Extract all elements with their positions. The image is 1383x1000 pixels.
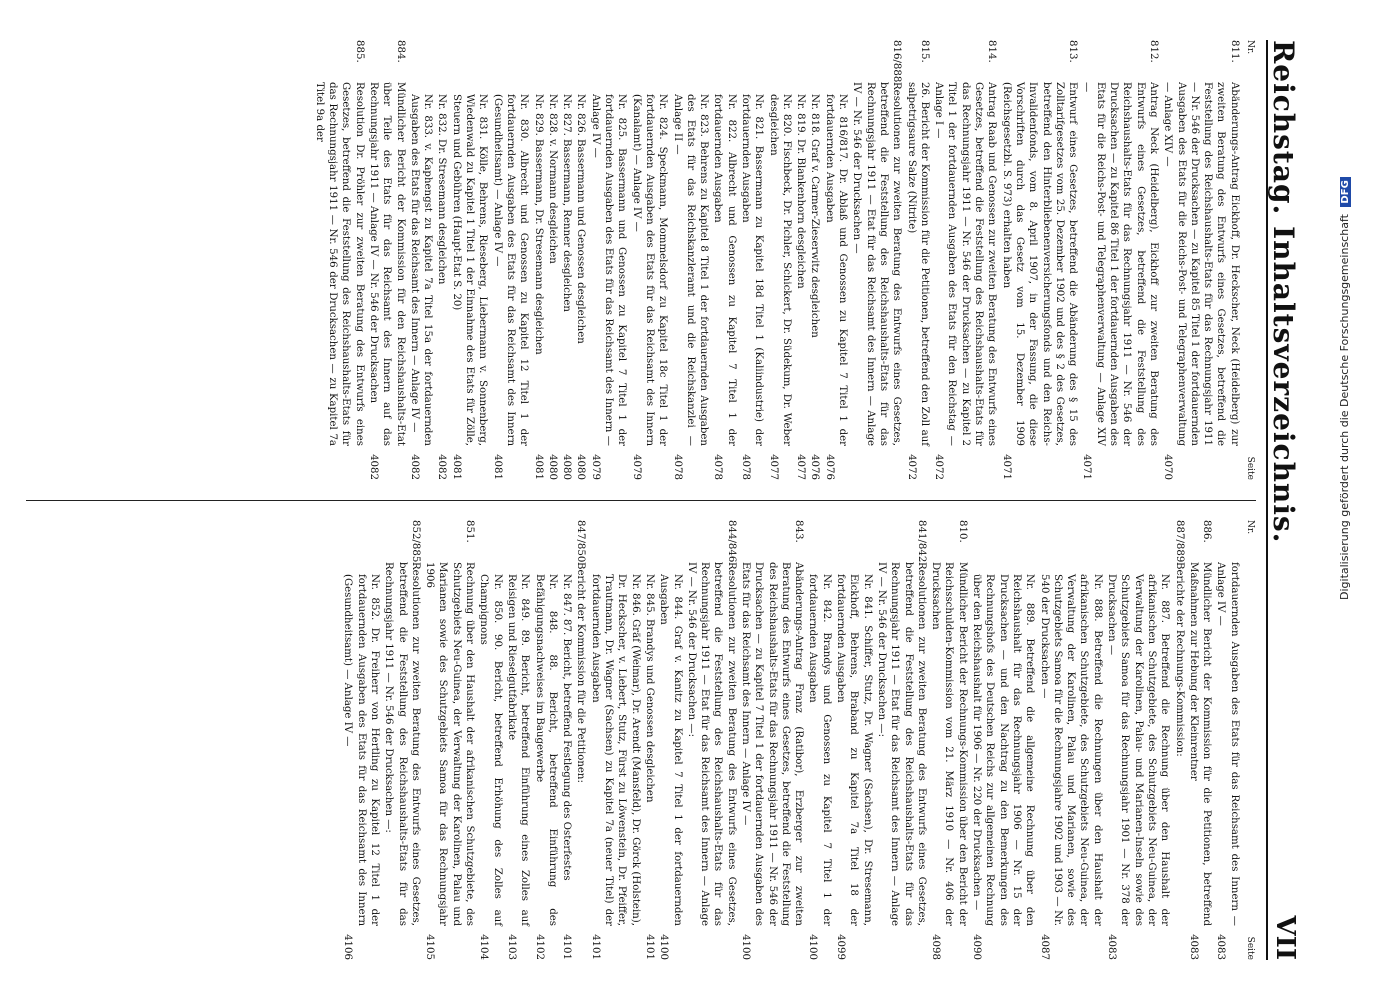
subentry-text: Nr. 850. 90. Bericht, betreffend Erhöhung des Zolles auf Champignons: [478, 574, 503, 926]
subentry-page: 4083: [1106, 934, 1118, 960]
subentry-page: 4101: [589, 934, 601, 960]
entry-number: 885.: [353, 40, 365, 63]
entry-text: Entwurf eines Gesetzes, betreffend die Abänderung des § 15 des Zolltarifgesetzes vom 25. Dezember 1902 und des § 2 des Gesetzes, betreffend den Hinterbliebenenversicherungsfonds und den Reichs-Invalidenfonds, vom 8. April 1907, in der Fassung, die diese Vorschriften durch das Gesetz vom 15. Dezember 1909 (Reichsgesetzbl. S. 973) erhalten haben: [1000, 82, 1079, 446]
entry-number: 810.: [956, 520, 968, 543]
entry-text: Abänderungs-Antrag Eickhoff, Dr. Heckscher, Neck (Heidelberg) zur zweiten Beratung des Entwurfs eines Gesetzes, betreffend die Feststellung des Reichshaushalts-Etats für das Rechnungsjahr 1911 — Nr. 546 der Drucksachen — zu Kapitel 85 Titel 1 der fortdauernden Ausgaben des Etats für die Reichs-Post- und Telegraphenverwaltung — Anlage XIV —: [1162, 82, 1240, 446]
subentry-page: 4080: [575, 454, 587, 480]
subentry-page: 4102: [533, 934, 545, 960]
subentry-text: Nr. 832. Dr. Stresemann desgleichen: [436, 94, 448, 285]
toc-subentry: [670, 40, 710, 480]
subentry-text: Nr. 823. Behrens zu Kapitel 8 Titel 1 der fortdauernden Ausgaben des Etats für das Reichskanzleramt und die Reichskanzlei — Anlage II —: [671, 94, 710, 446]
toc-subentry: [1105, 520, 1171, 960]
toc-subentry: [806, 520, 833, 960]
entry-number: 816/888.: [891, 40, 903, 86]
num-head: Nr.: [1245, 520, 1255, 535]
entry-page: 4100: [740, 934, 752, 960]
toc-subentry: [657, 520, 684, 960]
column-head: [1243, 520, 1256, 960]
entry-page: 4083: [1215, 934, 1227, 960]
toc-subentry: [1037, 520, 1103, 960]
subentry-page: 4087: [1038, 934, 1050, 960]
toc-entry: [313, 40, 366, 480]
entry-number: 814.: [986, 40, 998, 63]
entry-page: 4082: [368, 454, 379, 480]
subentry-text: Nr. 820. Fischbeck, Dr. Pichler, Schickert, Dr. Südekum, Dr. Weber desgleichen: [767, 94, 792, 446]
header-title: Reichstag. Inhaltsverzeichnis.: [1267, 40, 1300, 544]
entry-number: 847/850.: [575, 520, 587, 566]
subentry-text: Nr. 829. Bassermann, Dr. Stresemann desgleichen: [532, 94, 544, 355]
subentry-page: 4101: [561, 934, 573, 960]
subentry-text: Nr. 828. v. Normann desgleichen: [546, 94, 558, 264]
subentry-page: 4076: [823, 454, 835, 480]
toc-entry: [1214, 520, 1241, 960]
toc-entry: [367, 40, 407, 480]
page-head: Seite: [1245, 936, 1255, 960]
toc-subentry: [532, 520, 559, 960]
subentry-text: Nr. 852. Dr. Freiherr von Hertling zu Kapitel 12 Titel 1 der fortdauernden Ausgaben des Etats für das Reichsamt des Innern (Gesundheitsamt) — Anlage IV —: [342, 574, 380, 926]
entry-number: 813.: [1067, 40, 1079, 63]
toc-subentry: [560, 40, 573, 480]
subentry-page: 4081: [532, 454, 544, 480]
entry-page: 4071: [1000, 454, 1012, 480]
toc-subentry: [408, 40, 435, 480]
subentry-text: Nr. 848. 88. Bericht, betreffend Einführung des Befähigungsnachweises im Baugewerbe: [533, 574, 558, 926]
toc-entry: [850, 40, 903, 480]
toc-entry: [423, 520, 476, 960]
subentry-text: Nr. 846. Gräf (Weimar), Dr. Arendt (Mansfeld), Dr. Görck (Holstein), Dr. Heckscher, v. Liebert, Stutz, Fürst zu Löwenstein, Dr. Pfeiffer, Trautmann, Dr. Wagner (Sachsen) zu Kapitel 7a (neuer Titel) der fortdauernden Ausgaben: [589, 574, 641, 926]
subentry-page: 4081: [491, 454, 503, 480]
column-head: [1243, 40, 1256, 480]
toc-subentry: [766, 40, 793, 480]
subentry-text: Nr. 822. Albrecht und Genossen zu Kapitel 7 Titel 1 der fortdauernden Ausgaben: [712, 94, 737, 446]
entry-text: Mündlicher Bericht der Kommission für den Reichshaushalts-Etat über Teile des Etats für das Reichsamt des Innern auf das Rechnungsjahr 1911 — Anlage IV — Nr. 546 der Drucksachen: [368, 82, 406, 446]
entry-text: Resolutionen zur zweiten Beratung des Entwurfs eines Gesetzes, betreffend die Feststellung des Reichshaushalts-Etats für das Rechnungsjahr 1911 — Etat für das Reichsamt des Innern — Anlage IV — Nr. 546 der Drucksachen —: [851, 82, 903, 446]
toc-subentry: [531, 40, 544, 480]
toc-entry: [904, 40, 931, 480]
toc-subentry: [560, 520, 573, 960]
toc-subentry: [643, 520, 656, 960]
subentry-text: Nr. 842. Brandys und Genossen zu Kapitel 7 Titel 1 der fortdauernden Ausgaben: [807, 574, 832, 926]
toc-entry: [1172, 520, 1185, 960]
entry-page: 4072: [905, 454, 917, 480]
subentry-page: 4077: [795, 454, 807, 480]
toc-entry: [932, 40, 998, 480]
subentry-text: Nr. 889. Betreffend die allgemeine Rechnung über den Reichshaushalt für das Rechnungsjahr 1906 — Nr. 15 der Drucksachen — und den Nachtrag zu den Bemerkungen des Rechnungshofs des Deutschen Reichs zur allgemeinen Rechnung über den Reichshaushalt für 1906 — Nr. 220 der Drucksachen —: [971, 574, 1036, 926]
toc-subentry: [739, 40, 766, 480]
entry-number: 812.: [1147, 40, 1159, 63]
subentry-text: Nr. 824. Speckmann, Mommelsdorf zu Kapitel 18c Titel 1 der fortdauernden Ausgaben des Etats für das Reichsamt des Innern (Kanalamt) — Anlage IV —: [630, 94, 669, 446]
entry-number: 841/842.: [915, 520, 927, 566]
entry-page: 4098: [930, 934, 942, 960]
entry-number: [1214, 520, 1241, 562]
subentry-page: 4077: [767, 454, 779, 480]
entry-text: Antrag Raab und Genossen zur zweiten Beratung des Entwurfs eines Gesetzes, betreffend die Feststellung des Reichshaushalts-Etats für das Rechnungsjahr 1911 — Nr. 546 der Drucksachen — zu Kapitel 2 Titel 1 der fortdauernden Ausgaben des Etats für den Reichstag — Anlage I —: [933, 82, 998, 446]
toc-subentry: [711, 40, 738, 480]
toc-entry: [1080, 40, 1160, 480]
entry-number: 887/889.: [1173, 520, 1185, 566]
subentry-text: Nr. 818. Graf v. Carmer-Zieserwitz desgleichen: [809, 94, 821, 338]
page-head: Seite: [1245, 456, 1255, 480]
toc-subentry: [834, 520, 874, 960]
subentry-page: 4076: [809, 454, 821, 480]
subentry-text: Nr. 827. Bassermann, Renner desgleichen: [561, 94, 573, 312]
entry-number: 843.: [793, 520, 805, 543]
toc-subentry: [794, 40, 807, 480]
column-divider: [26, 500, 1256, 501]
subentry-page: 4101: [643, 934, 655, 960]
left-column: [26, 40, 1256, 480]
entry-number: 886.: [1201, 520, 1213, 543]
entry-number: 844/846.: [725, 520, 737, 566]
subentry-text: Nr. 830. Albrecht und Genossen zu Kapitel 12 Titel 1 der fortdauernden Ausgaben des Etats für das Reichsamt des Innern (Gesundheitsamt) — Anlage IV —: [491, 94, 530, 446]
toc-subentry: [546, 40, 559, 480]
subentry-text: Nr. 816/817. Dr. Ablaß und Genossen zu Kapitel 7 Titel 1 der fortdauernden Ausgaben: [823, 94, 849, 446]
subentry-page: 4079: [630, 454, 642, 480]
entry-page: 4071: [1081, 454, 1093, 480]
subentry-text: Nr. 826. Bassermann und Genossen desgleichen: [575, 94, 587, 344]
toc-subentry: [588, 520, 641, 960]
entry-number: 851.: [464, 520, 476, 543]
entry-text: Resolutionen zur zweiten Beratung des Entwurfs eines Gesetzes, betreffend die Feststellung des Reichshaushalts-Etats für das Rechnungsjahr 1911 — Nr. 546 der Drucksachen —:: [383, 562, 421, 926]
entry-page: 4083: [1187, 934, 1199, 960]
toc-subentry: [341, 520, 381, 960]
toc-entry: [1161, 40, 1241, 480]
subentry-text: Nr. 831. Kölle, Behrens, Rieseberg, Liebermann v. Sonnenberg, Wiedenwald zu Kapitel 1 Titel 1 der Einnahme des Etats für Zölle, Steuern und Gebühren (Haupt-Etat S. 20): [450, 94, 489, 446]
entry-number: 815.: [918, 40, 930, 63]
entry-text: Bericht der Kommission für die Petitionen:: [575, 562, 587, 783]
subentry-page: 4078: [671, 454, 683, 480]
toc-subentry: [588, 40, 628, 480]
toc-subentry: [477, 520, 504, 960]
entry-text: Resolutionen zur zweiten Beratung des Entwurfs eines Gesetzes, betreffend die Feststellung des Reichshaushalts-Etats für das Rechnungsjahr 1911 — Etat für das Reichsamt des Innern — Anlage IV — Nr. 546 der Drucksachen —:: [685, 562, 737, 926]
toc-subentry: [505, 520, 532, 960]
toc-entry: [574, 520, 587, 960]
toc-entry: [929, 520, 969, 960]
subentry-text: Nr. 849. 89. Bericht, betreffend Einführung eines Zolles auf Reisigen und Rieselgutfabrikate: [505, 574, 531, 926]
subentry-page: 4082: [436, 454, 448, 480]
subentry-page: 4099: [835, 934, 847, 960]
num-head: Nr.: [1245, 40, 1255, 55]
entry-page: 4105: [424, 934, 436, 960]
entry-text: Antrag Neck (Heidelberg), Eickhoff zur zweiten Beratung des Entwurfs eines Gesetzes, betreffend die Feststellung des Reichshaushalts-Etats für das Rechnungsjahr 1911 — Nr. 546 der Drucksachen — zu Kapitel 86 Titel 1 der fortdauernden Ausgaben des Etats für die Reichs-Post- und Telegraphenverwaltung — Anlage XIV —: [1081, 82, 1159, 446]
toc-subentry: [823, 40, 850, 480]
entry-number: 852/885.: [409, 520, 421, 566]
toc-subentry: [490, 40, 530, 480]
toc-entry: [382, 520, 422, 960]
subentry-page: 4100: [807, 934, 819, 960]
subentry-text: Nr. 841. Schiffer, Stutz, Dr. Wagner (Sachsen), Dr. Stresemann, Eickhoff, Behrens, Braband zu Kapitel 7a Titel 18 der fortdauernden Ausgaben: [835, 574, 873, 926]
subentry-text: Nr. 888. Betreffend die Rechnungen über den Haushalt der afrikanischen Schutzgebiete, des Schutzgebiets Neu-Guinea, der Verwaltung der Karolinen, Palau und Marianen, sowie des Schutzgebiets Samoa für die Rechnungsjahre 1902 und 1903 — Nr. 540 der Drucksachen —: [1038, 574, 1103, 926]
entry-text: Resolution Dr. Pröhler zur zweiten Beratung des Entwurfs eines Gesetzes, betreffend die Feststellung des Reichshaushalts-Etats für das Rechnungsjahr 1911 — Nr. 546 der Drucksachen — zu Kapitel 7a Titel 9a der: [313, 82, 365, 446]
entry-text: Resolutionen zur zweiten Beratung des Entwurfs eines Gesetzes, betreffend die Feststellung des Reichshaushalts-Etats für das Rechnungsjahr 1911 — Etat für das Reichsamt des Innern — Anlage IV — Nr. 546 der Drucksachen —:: [875, 562, 927, 926]
subentry-text: Nr. 819. Dr. Blankenhorn desgleichen: [795, 94, 807, 289]
subentry-page: 4104: [478, 934, 490, 960]
toc-entry: [875, 520, 928, 960]
entry-text: fortdauernden Ausgaben des Etats für das Reichsamt des Innern — Anlage IV —: [1215, 562, 1240, 926]
subentry-page: 4103: [505, 934, 517, 960]
entry-text: Berichte der Rechnungs-Kommission:: [1173, 562, 1185, 757]
subentry-page: 4078: [740, 454, 752, 480]
subentry-page: 4082: [408, 454, 420, 480]
subentry-page: 4081: [450, 454, 462, 480]
toc-entry: [1187, 520, 1214, 960]
subentry-text: Nr. 847. 87. Bericht, betreffend Festlegung des Osterfestes: [561, 574, 573, 881]
entry-text: Mündlicher Bericht der Rechnungs-Kommission über den Bericht der Reichsschulden-Kommission vom 21. März 1910 — Nr. 406 der Drucksachen: [930, 562, 968, 926]
toc-subentry: [435, 40, 448, 480]
entry-number: 884.: [394, 40, 406, 63]
entry-text: Rechnung über den Haushalt der afrikanischen Schutzgebiete, des Schutzgebiets Neu-Guinea, der Verwaltung der Karolinen, Palau und Marianen sowie des Schutzgebiets Samoa für das Rechnungsjahr 1906: [424, 562, 476, 926]
toc-subentry: [808, 40, 821, 480]
subentry-page: 4080: [561, 454, 573, 480]
page-number: VII: [1270, 915, 1300, 960]
subentry-page: 4106: [342, 934, 354, 960]
subentry-page: 4079: [589, 454, 601, 480]
toc-subentry: [629, 40, 669, 480]
toc-entry: [999, 40, 1079, 480]
footer-text: Digitalisierung gefördert durch die Deutsche Forschungsgemeinschaft: [1338, 214, 1351, 600]
toc-entry: [739, 520, 805, 960]
right-column: [26, 520, 1256, 960]
dfg-logo: DFG: [1340, 177, 1351, 206]
subentry-text: Nr. 833. v. Kaphengst zu Kapitel 7a Titel 15a der fortdauernden Ausgaben des Etats für das Reichsamt des Innern — Anlage IV —: [408, 94, 434, 446]
entry-page: 4070: [1162, 454, 1174, 480]
subentry-text: Nr. 844. Graf v. Kanitz zu Kapitel 7 Titel 1 der fortdauernden Ausgaben: [658, 574, 683, 926]
subentry-page: 4080: [546, 454, 558, 480]
entry-text: Mündlicher Bericht der Kommission für die Petitionen, betreffend Maßnahmen zur Hebung der Kleinrentner: [1187, 562, 1213, 926]
toc-subentry: [449, 40, 489, 480]
toc-subentry: [970, 520, 1036, 960]
entry-text: Abänderungs-Antrag Franz (Ratibor), Erzberger zur zweiten Beratung des Entwurfs eines Gesetzes, betreffend die Feststellung des Reichshaushalts-Etats für das Rechnungsjahr 1911 — Nr. 546 der Drucksachen — zu Kapitel 7 Titel 1 der fortdauernden Ausgaben des Etats für das Reichsamt des Innern — Anlage IV —: [740, 562, 805, 926]
subentry-text: Nr. 821. Bassermann zu Kapitel 18d Titel 1 (Kaliindustrie) der fortdauernden Ausgaben: [740, 94, 765, 446]
entry-page: 4072: [933, 454, 945, 480]
entry-number: 811.: [1228, 40, 1240, 63]
subentry-text: Nr. 825. Bassermann und Genossen zu Kapitel 7 Titel 1 der fortdauernden Ausgaben des Etats für das Reichsamt des Innern — Anlage IV —: [589, 94, 628, 446]
entry-text: 26. Bericht der Kommission für die Petitionen, betreffend den Zoll auf salpetrigsaure Salze (Nitrite): [905, 82, 930, 446]
digitization-footer: [1338, 180, 1358, 600]
subentry-text: Nr. 887. Betreffend die Rechnung über den Haushalt der afrikanischen Schutzgebiete, des Schutzgebiets Neu-Guinea, der Verwaltung der Karolinen, Palau- und Marianen-Inseln sowie des Schutzgebiets Samoa für das Rechnungsjahr 1901 — Nr. 378 der Drucksachen —: [1106, 574, 1171, 926]
subentry-page: 4078: [712, 454, 724, 480]
subentry-text: Nr. 845. Brandys und Genossen desgleichen: [643, 574, 655, 803]
toc-subentry: [574, 40, 587, 480]
subentry-page: 4100: [658, 934, 670, 960]
subentry-page: 4090: [971, 934, 983, 960]
page-header: [1266, 40, 1302, 960]
toc-entry: [685, 520, 738, 960]
